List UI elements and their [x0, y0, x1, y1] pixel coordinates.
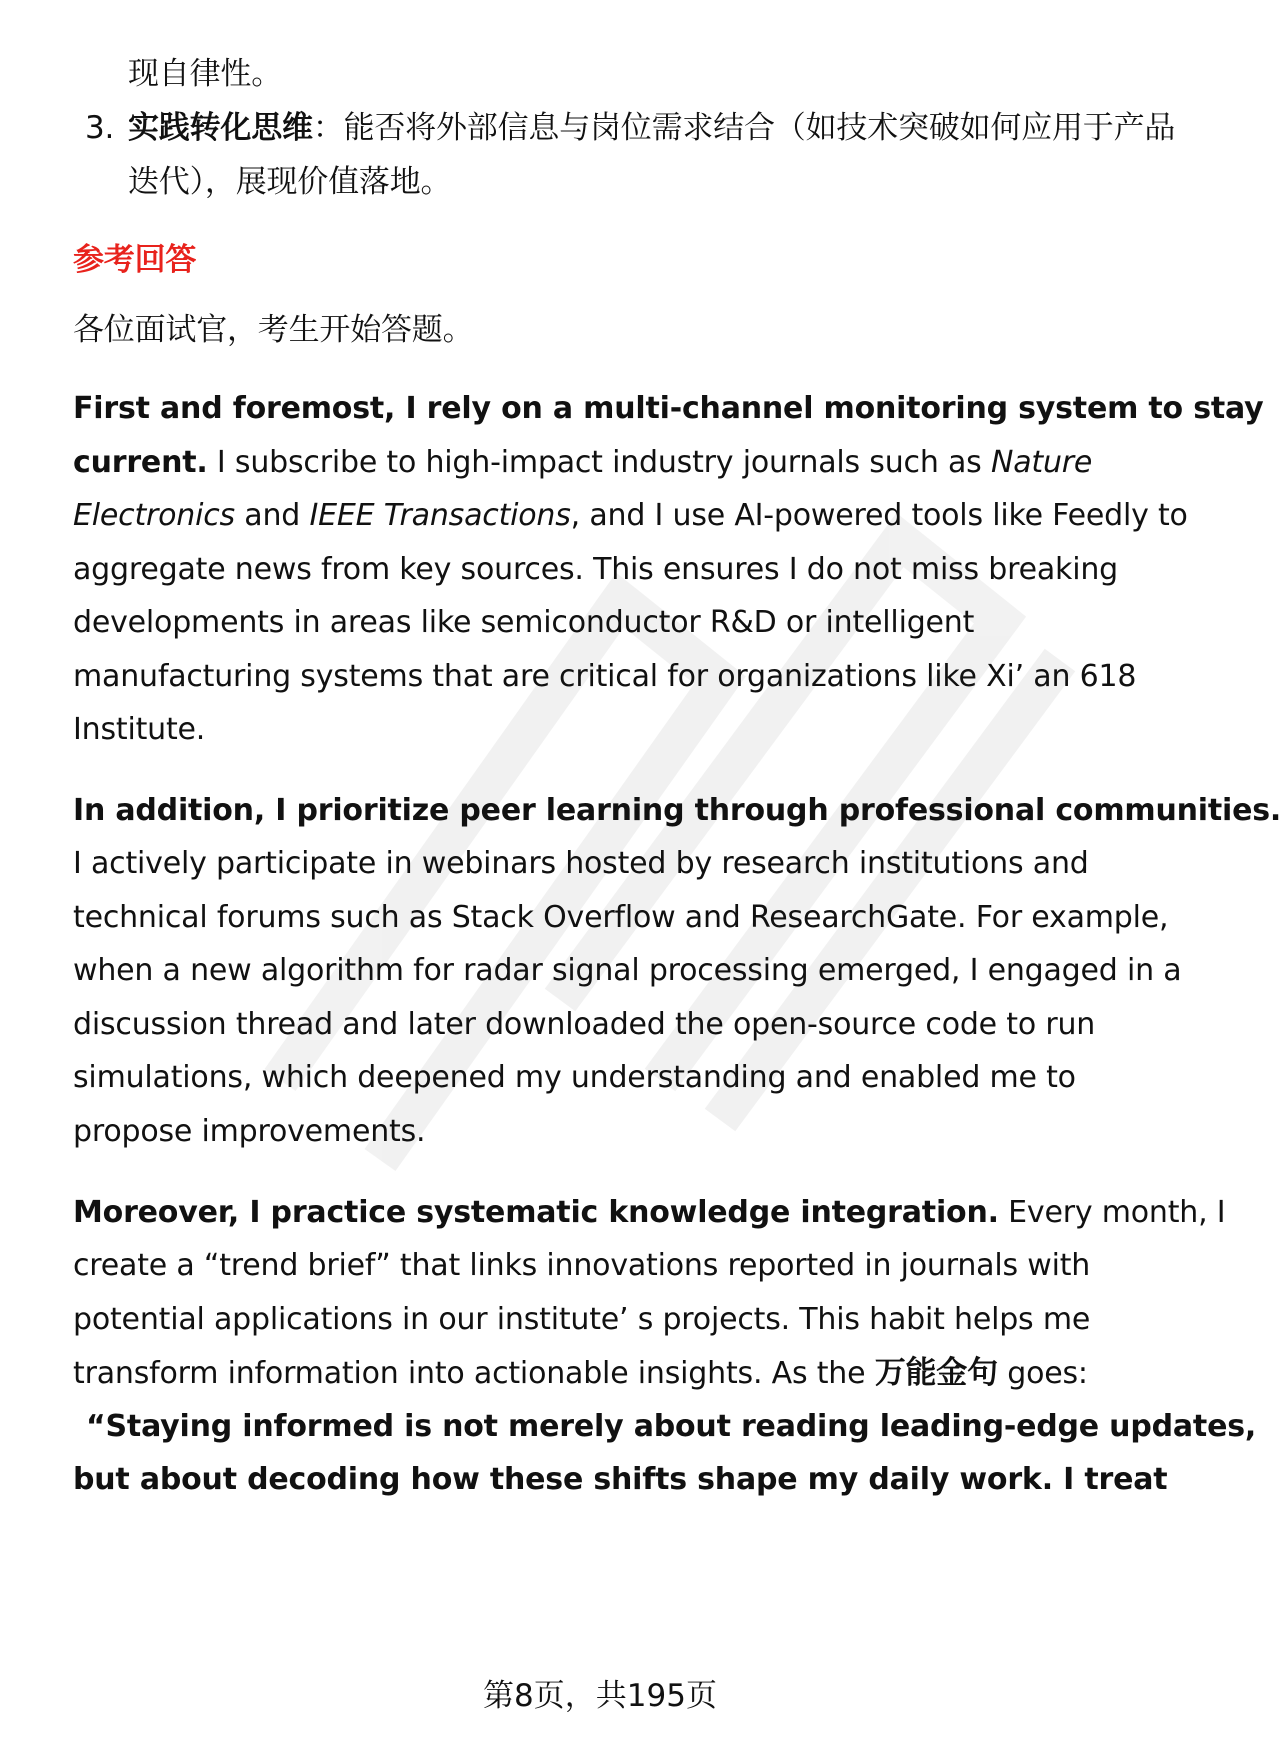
page-footer: 第8页，共195页: [483, 1678, 717, 1714]
para2-line6: simulations, which deepened my understanding and enabled me to: [73, 1060, 1076, 1095]
para1-text: I subscribe to high-impact industry journals such as: [207, 445, 991, 480]
quote-line1: [86, 1407, 1256, 1447]
quote-text: but about decoding how these shifts shape my daily work. I treat: [73, 1462, 1168, 1497]
para1-lead-end: current.: [73, 445, 208, 480]
para1-line3: [73, 496, 1188, 536]
para3-text: Every month, I: [998, 1195, 1226, 1230]
para1-line6: manufacturing systems that are critical for organizations like Xi’ an 618: [73, 659, 1137, 694]
list-item-title: 实践转化思维: [128, 110, 313, 146]
para2-line2: I actively participate in webinars hosted by research institutions and: [73, 846, 1089, 881]
para3-line2: create a “trend brief” that links innovations reported in journals with: [73, 1248, 1091, 1283]
quote-text: “Staying informed is not merely about reading leading-edge updates,: [86, 1409, 1257, 1444]
journal-name: IEEE Transactions: [309, 498, 571, 533]
para3-text: transform information into actionable insights. As the: [73, 1356, 875, 1391]
para2-line1: [73, 791, 1281, 831]
journal-name: Electronics: [73, 498, 235, 533]
list-item-3: [85, 108, 114, 148]
para3-lead: Moreover, I practice systematic knowledge integration.: [73, 1195, 999, 1230]
para3-line4: [73, 1353, 1088, 1394]
para1-text: , and I use AI-powered tools like Feedly to: [570, 498, 1188, 533]
para1-line1: [73, 389, 1263, 429]
para1-line7: Institute.: [73, 712, 206, 747]
list-item-body: ：能否将外部信息与岗位需求结合（如技术突破如何应用于产品: [312, 110, 1176, 146]
list-number: 3.: [85, 110, 115, 146]
para1-text: and: [234, 498, 310, 533]
quote-line2: [73, 1460, 1167, 1500]
para3-line3: potential applications in our institute’ s projects. This habit helps me: [73, 1302, 1091, 1337]
section-heading: 参考回答: [73, 242, 197, 278]
para1-lead: First and foremost, I rely on a multi-channel monitoring system to stay: [73, 391, 1264, 426]
para2-line5: discussion thread and later downloaded the open-source code to run: [73, 1007, 1096, 1042]
para2-lead: In addition, I prioritize peer learning through professional communities.: [73, 793, 1281, 828]
list-item-3-text-cont: 迭代），展现价值落地。: [128, 164, 452, 200]
para3-line1: [73, 1193, 1225, 1233]
para1-line5: developments in areas like semiconductor R&D or intelligent: [73, 605, 975, 640]
intro-line: 各位面试官，考生开始答题。: [73, 312, 474, 348]
golden-quote-label: 万能金句: [874, 1355, 998, 1391]
para2-line3: technical forums such as Stack Overflow and ResearchGate. For example,: [73, 900, 1169, 935]
list-item-continuation: 现自律性。: [128, 56, 282, 92]
journal-name: Nature: [990, 445, 1093, 480]
para1-line2: [73, 443, 1092, 483]
para2-line7: propose improvements.: [73, 1114, 426, 1149]
para2-line4: when a new algorithm for radar signal processing emerged, I engaged in a: [73, 953, 1182, 988]
para3-text: goes:: [997, 1356, 1088, 1391]
list-item-3-text: [128, 108, 1175, 148]
para1-line4: aggregate news from key sources. This ensures I do not miss breaking: [73, 552, 1118, 587]
